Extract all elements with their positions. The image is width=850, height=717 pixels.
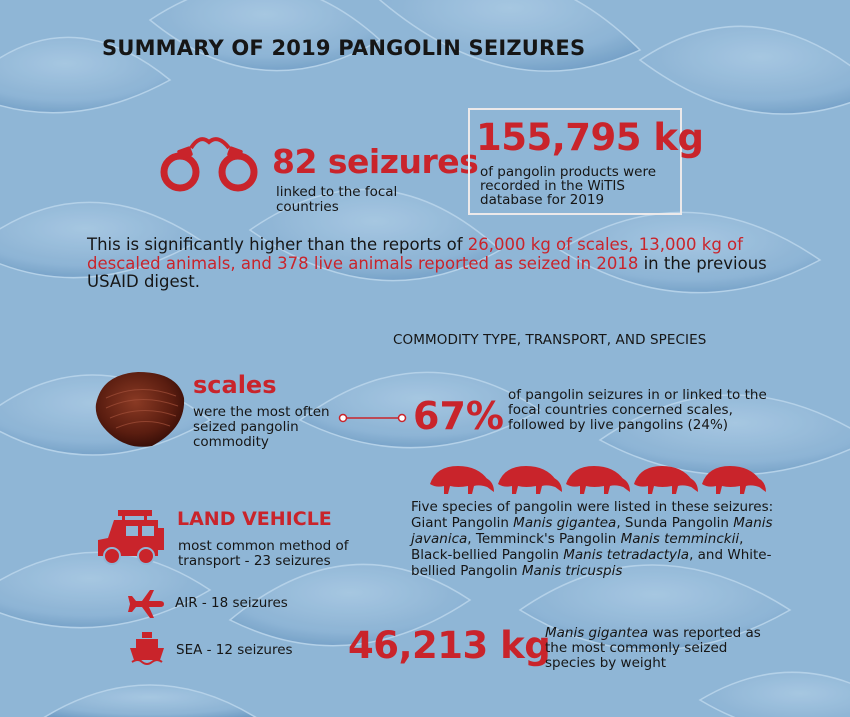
sea-transport: SEA - 12 seizures bbox=[176, 642, 293, 658]
top-species-name: Manis gigantea bbox=[545, 625, 649, 641]
land-vehicle-label: LAND VEHICLE bbox=[177, 508, 332, 530]
species-name: Manis gigantea bbox=[513, 515, 617, 531]
percentage-caption: of pangolin seizures in or linked to the focal countries concerned scales, followed by live pangolins (24%) bbox=[508, 387, 767, 433]
comparison-highlight: 26,000 kg of scales, 13,000 kg of descaled animals, and 378 live animals reported as seized in 2018 bbox=[87, 235, 743, 273]
seizures-count: 82 seizures bbox=[272, 142, 479, 181]
species-sep: , Temminck's Pangolin bbox=[467, 531, 621, 547]
section-heading: COMMODITY TYPE, TRANSPORT, AND SPECIES bbox=[393, 332, 707, 348]
species-name: Manis temminckii bbox=[620, 531, 740, 547]
top-species-text: was reported as the most commonly seized species by weight bbox=[545, 625, 761, 671]
commodity-label: scales bbox=[193, 371, 277, 399]
page-title: SUMMARY OF 2019 PANGOLIN SEIZURES bbox=[102, 36, 586, 60]
truck-icon bbox=[96, 510, 168, 566]
pangolin-row bbox=[428, 462, 768, 498]
top-species-caption bbox=[545, 626, 775, 671]
pangolin-icon bbox=[634, 466, 698, 494]
handcuffs-icon bbox=[158, 128, 268, 198]
top-species-weight: 46,213 kg bbox=[348, 624, 551, 667]
species-intro: Five species of pangolin were listed in these seizures: Giant Pangolin bbox=[411, 499, 774, 531]
seizures-caption: linked to the focal countries bbox=[276, 184, 398, 215]
total-weight: 155,795 kg bbox=[476, 116, 704, 159]
weight-caption: of pangolin products were recorded in the WiTIS database for 2019 bbox=[480, 164, 657, 208]
pangolin-icon bbox=[498, 466, 562, 494]
species-sep: , Sunda Pangolin bbox=[616, 515, 734, 531]
species-name: Manis tricuspis bbox=[521, 563, 623, 579]
species-paragraph bbox=[411, 499, 779, 579]
scales-percentage: 67% bbox=[413, 394, 504, 438]
airplane-icon bbox=[128, 590, 164, 618]
comparison-lead: This is significantly higher than the reports of bbox=[87, 235, 468, 254]
species-sep: , Black-bellied Pangolin bbox=[411, 531, 744, 563]
ship-icon bbox=[130, 632, 164, 666]
connector-line-icon bbox=[338, 412, 408, 424]
commodity-caption: were the most often seized pangolin commodity bbox=[193, 404, 330, 450]
air-transport: AIR - 18 seizures bbox=[175, 595, 288, 611]
comparison-tail: in the previous USAID digest. bbox=[87, 253, 767, 291]
pangolin-icon bbox=[702, 466, 766, 494]
species-sep: , and White-bellied Pangolin bbox=[411, 547, 772, 579]
pangolin-icon bbox=[566, 466, 630, 494]
pangolin-icon bbox=[430, 466, 494, 494]
comparison-paragraph bbox=[87, 236, 787, 292]
species-name: Manis tetradactyla bbox=[563, 547, 690, 563]
species-name: Manis javanica bbox=[411, 515, 773, 547]
land-vehicle-caption: most common method of transport - 23 seizures bbox=[178, 538, 349, 569]
pangolin-scale-image bbox=[92, 368, 188, 450]
